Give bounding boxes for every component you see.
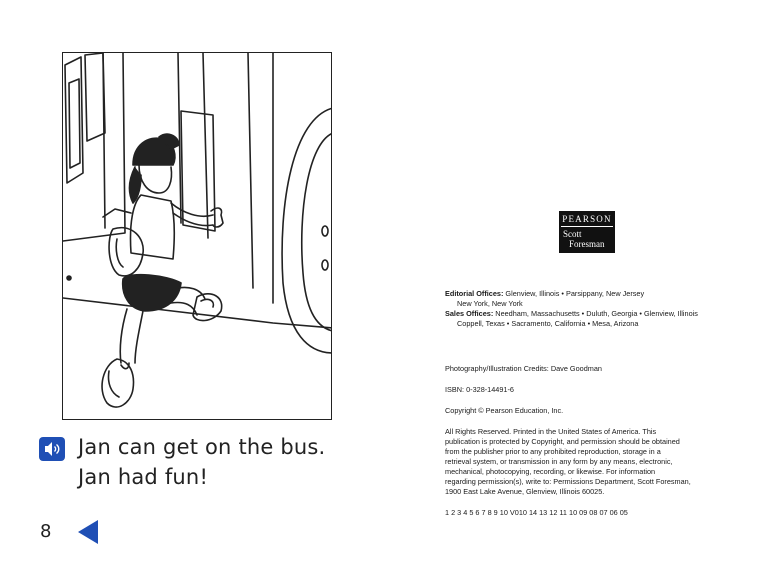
imprint-block [445,289,745,518]
isbn-line: ISBN: 0-328-14491-6 [445,385,514,394]
logo-divider [561,226,613,227]
editorial-offices [445,289,745,299]
printing-line: 1 2 3 4 5 6 7 8 9 10 V010 14 13 12 11 10 09 08 07 06 05 [445,508,628,517]
rights-line: retrieval system, or transmission in any form by any means, electronic, [445,457,673,466]
story-text [78,432,325,492]
rights-line: mechanical, photocopying, recording, or likewise. For information [445,467,656,476]
logo-line-pearson: PEARSON [562,214,612,224]
story-line: Jan can get on the bus. [78,435,326,459]
sales-label: Sales Offices: [445,309,494,318]
sales-line-2: Coppell, Texas • Sacramento, California • Mesa, Arizona [457,319,639,328]
rights-line: 1900 East Lake Avenue, Glenview, Illinois 60025. [445,487,605,496]
rights-line: publication is protected by Copyright, and permission should be obtained [445,437,680,446]
editorial-label: Editorial Offices: [445,289,504,298]
story-illustration [62,52,332,420]
page-number: 8 [40,521,52,542]
rights-line: regarding permission(s), write to: Permissions Department, Scott Foresman, [445,477,691,486]
sales-line: Needham, Massachusetts • Duluth, Georgia • Glenview, Illinois [495,309,698,318]
logo-line-foresman: Foresman [569,239,605,249]
story-line: Jan had fun! [78,465,209,489]
back-arrow-icon [77,519,99,545]
audio-play-button[interactable] [39,437,65,461]
copyright-line: Copyright © Pearson Education, Inc. [445,406,564,415]
editorial-line-2: New York, New York [457,299,523,308]
logo-line-scott: Scott [563,229,582,239]
publisher-logo [559,211,615,253]
editorial-line: Glenview, Illinois • Parsippany, New Jersey [505,289,645,298]
rights-line: from the publisher prior to any prohibited reproduction, storage in a [445,447,661,456]
credits-line: Photography/Illustration Credits: Dave Goodman [445,364,602,373]
sales-offices [445,309,745,319]
speaker-icon [39,437,65,461]
rights-line: All Rights Reserved. Printed in the United States of America. This [445,427,657,436]
back-button[interactable] [77,519,99,545]
